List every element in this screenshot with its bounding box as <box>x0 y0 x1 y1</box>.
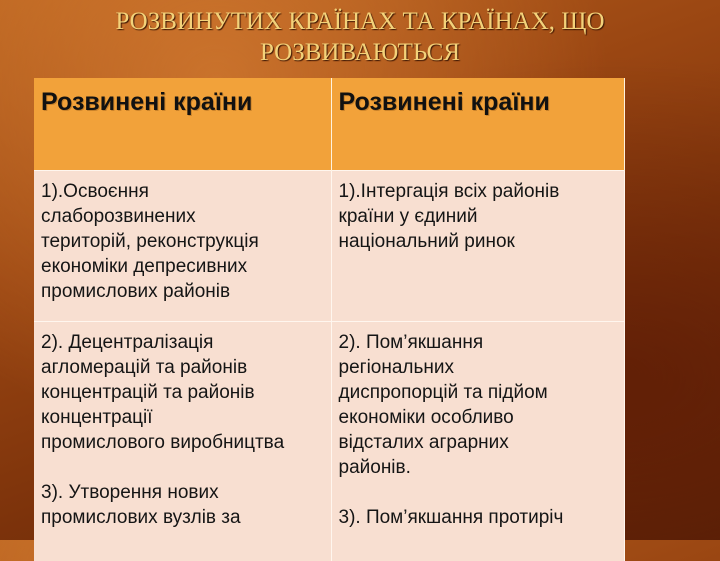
header-developed-countries-right: Розвинені країни <box>331 78 624 170</box>
cell-line: 2). Пом’якшання <box>338 331 484 353</box>
table-cell-left <box>34 321 331 561</box>
cell-line: концентрацій та районів <box>41 381 255 403</box>
table-header-row <box>34 78 624 170</box>
cell-line: 2). Децентралізація <box>41 331 214 353</box>
comparison-table <box>34 78 625 561</box>
cell-line: відсталих аграрних <box>338 431 509 453</box>
table-cell-right <box>331 170 624 321</box>
cell-line: промислових районів <box>41 280 231 302</box>
cell-line: 1).Інтергація всіх районів <box>338 180 560 202</box>
cell-line: економіки особливо <box>338 406 514 428</box>
cell-line: диспропорцій та підйом <box>338 381 548 403</box>
paragraph-gap <box>339 480 618 505</box>
cell-line: концентрації <box>41 406 153 428</box>
table-cell-left <box>34 170 331 321</box>
cell-line: 3). Утворення нових <box>41 481 219 503</box>
cell-line: національний ринок <box>338 230 515 252</box>
slide-title <box>0 6 720 68</box>
cell-line: регіональних <box>338 356 455 378</box>
cell-line: промислових вузлів за <box>41 506 241 528</box>
cell-line: промислового виробництва <box>41 431 285 453</box>
cell-line: агломерацій та районів <box>41 356 248 378</box>
cell-line: економіки депресивних <box>41 255 248 277</box>
slide-title-line-1: РОЗВИНУТИХ КРАЇНАХ ТА КРАЇНАХ, ЩО <box>115 8 605 35</box>
table-row <box>34 170 624 321</box>
cell-line: слаборозвинених <box>41 205 196 227</box>
header-developed-countries-left: Розвинені країни <box>34 78 331 170</box>
table-cell-right <box>331 321 624 561</box>
table-row <box>34 321 624 561</box>
paragraph-gap <box>41 455 325 480</box>
cell-line: територій, реконструкція <box>41 230 259 252</box>
cell-line: 1).Освоєння <box>41 180 149 202</box>
cell-line: 3). Пом’якшання протиріч <box>338 506 564 528</box>
cell-line: країни у єдиний <box>338 205 478 227</box>
slide-title-line-2: РОЗВИВАЮТЬСЯ <box>259 39 461 66</box>
cell-line: районів. <box>338 456 411 478</box>
